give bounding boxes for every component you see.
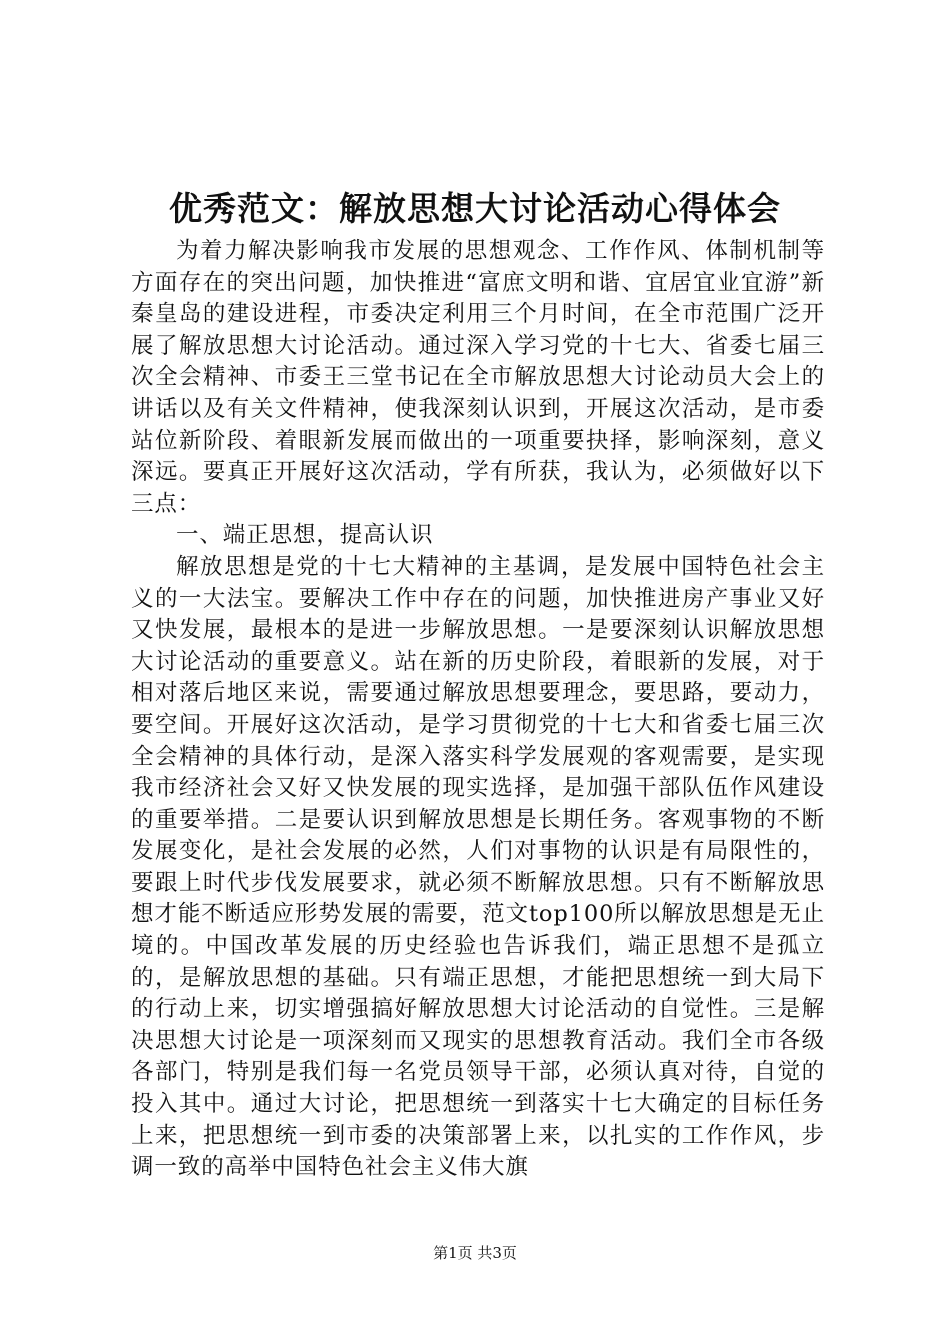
intro-paragraph: 为着力解决影响我市发展的思想观念、工作作风、体制机制等方面存在的突出问题，加快推进“富庶文明和谐、宜居宜业宜游”新秦皇岛的建设进程，市委决定利用三个月时间，在全市范围广泛开展了解放思想大讨论活动。通过深入学习党的十七大、省委七届三次全会精神、市委王三堂书记在全市解放思想大讨论动员大会上的讲话以及有关文件精神，使我深刻认识到，开展这次活动，是市委站位新阶段、着眼新发展而做出的一项重要抉择，影响深刻，意义深远。要真正开展好这次活动，学有所获，我认为，必须做好以下三点：: [131, 238, 825, 517]
section-heading: 一、端正思想，提高认识: [176, 522, 434, 549]
page-footer: 第1页 共3页: [433, 1244, 517, 1262]
document-title: 优秀范文：解放思想大讨论活动心得体会: [169, 189, 781, 228]
section-paragraph: 解放思想是党的十七大精神的主基调，是发展中国特色社会主义的一大法宝。要解决工作中存在的问题，加快推进房产事业又好又快发展，最根本的是进一步解放思想。一是要深刻认识解放思想大讨论活动的重要意义。站在新的历史阶段，着眼新的发展，对于相对落后地区来说，需要通过解放思想要理念，要思路，要动力，要空间。开展好这次活动，是学习贯彻党的十七大和省委七届三次全会精神的具体行动，是深入落实科学发展观的客观需要，是实现我市经济社会又好又快发展的现实选择，是加强干部队伍作风建设的重要举措。二是要认识到解放思想是长期任务。客观事物的不断发展变化，是社会发展的必然，人们对事物的认识是有局限性的，要跟上时代步伐发展要求，就必须不断解放思想。只有不断解放思想才能不断适应形势发展的需要，范文top100所以解放思想是无止境的。中国改革发展的历史经验也告诉我们，端正思想不是孤立的，是解放思想的基础。只有端正思想，才能把思想统一到大局下的行动上来，切实增强搞好解放思想大讨论活动的自觉性。三是解决思想大讨论是一项深刻而又现实的思想教育活动。我们全市各级各部门，特别是我们每一名党员领导干部，必须认真对待，自觉的投入其中。通过大讨论，把思想统一到落实十七大确定的目标任务上来，把思想统一到市委的决策部署上来，以扎实的工作作风，步调一致的高举中国特色社会主义伟大旗: [131, 553, 825, 1181]
document-body: [131, 236, 825, 1184]
